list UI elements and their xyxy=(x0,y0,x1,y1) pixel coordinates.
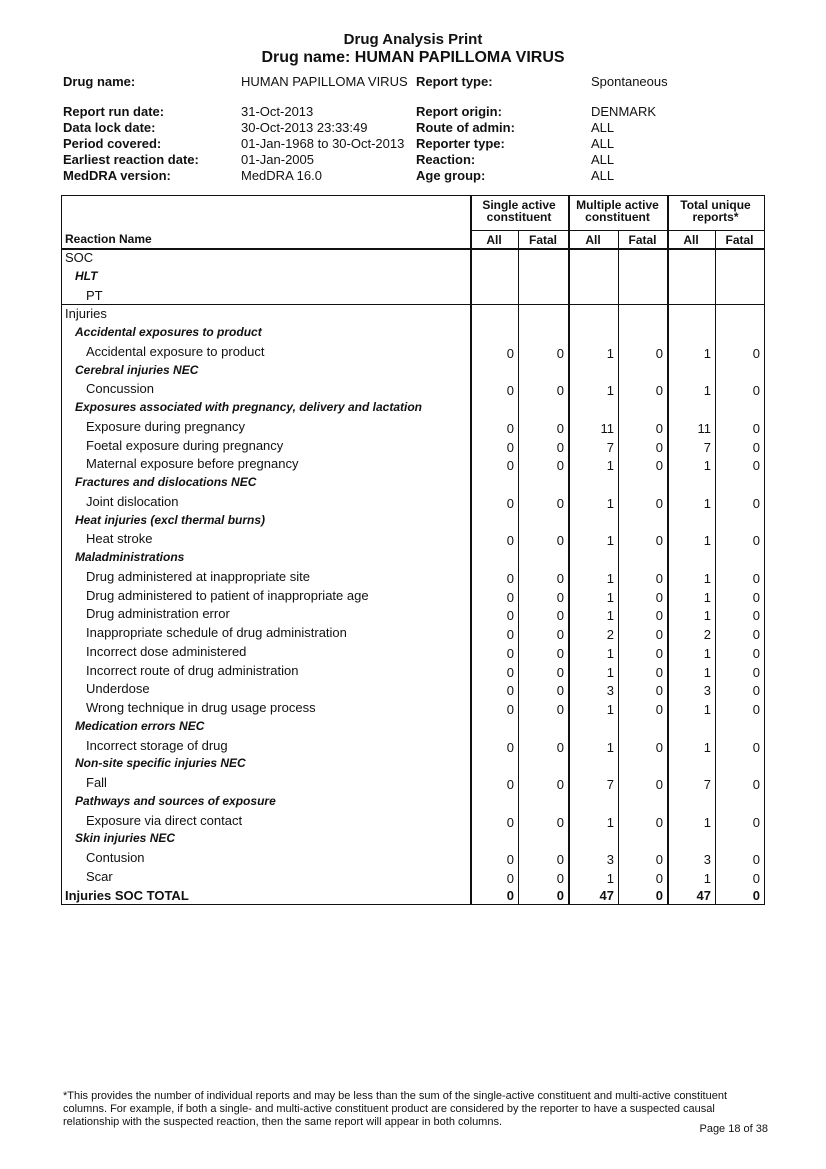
count-cell: 0 xyxy=(506,852,514,867)
reaction-label: Scar xyxy=(86,868,113,884)
report-title: Drug Analysis Print xyxy=(343,31,483,48)
table-row xyxy=(62,286,764,305)
reaction-label: Fall xyxy=(86,775,107,790)
count-cell: 0 xyxy=(752,439,760,455)
count-cell: 0 xyxy=(752,852,760,867)
reaction-label: Drug administered to patient of inappropriate age xyxy=(86,587,369,603)
reaction-label: HLT xyxy=(75,268,98,283)
count-cell: 1 xyxy=(606,702,614,717)
count-cell: 0 xyxy=(752,664,760,680)
count-cell: 0 xyxy=(506,702,514,717)
column-subheader: All xyxy=(486,233,502,247)
count-cell: 0 xyxy=(752,495,760,511)
count-cell: 0 xyxy=(655,495,663,511)
count-cell: 0 xyxy=(556,439,564,455)
reaction-label: Foetal exposure during pregnancy xyxy=(86,437,284,453)
count-cell: 0 xyxy=(655,664,663,680)
count-cell: 0 xyxy=(655,383,663,399)
count-cell: 2 xyxy=(606,627,614,642)
count-cell: 0 xyxy=(506,608,514,624)
reaction-label: Incorrect storage of drug xyxy=(86,737,228,753)
count-cell: 0 xyxy=(506,627,514,642)
count-cell: 0 xyxy=(556,702,564,717)
column-subheader: Fatal xyxy=(628,233,657,247)
count-cell: 0 xyxy=(556,570,564,586)
column-group-header: Total unique reports* xyxy=(680,198,751,224)
table-row xyxy=(62,323,764,342)
table-row xyxy=(62,342,764,361)
count-cell: 0 xyxy=(655,777,663,792)
meta-label: Report type: xyxy=(416,74,493,89)
count-cell: 1 xyxy=(703,870,711,886)
count-cell: 0 xyxy=(556,495,564,511)
count-cell: 47 xyxy=(599,887,614,903)
count-cell: 0 xyxy=(556,458,564,474)
table-row xyxy=(62,811,764,830)
count-cell: 1 xyxy=(606,570,614,586)
table-row xyxy=(62,454,764,473)
table-row xyxy=(62,361,764,380)
count-cell: 0 xyxy=(752,627,760,642)
reaction-label: Injuries SOC TOTAL xyxy=(65,887,189,903)
meta-label: Period covered: xyxy=(63,136,162,151)
count-cell: 1 xyxy=(703,570,711,586)
table-row xyxy=(62,436,764,455)
count-cell: 1 xyxy=(703,702,711,717)
count-cell: 47 xyxy=(696,887,711,903)
count-cell: 1 xyxy=(606,870,614,886)
count-cell: 0 xyxy=(655,458,663,474)
reaction-label: Heat stroke xyxy=(86,531,153,547)
count-cell: 0 xyxy=(655,683,663,699)
meta-value: ALL xyxy=(591,120,615,135)
table-row xyxy=(62,736,764,755)
count-cell: 0 xyxy=(655,589,663,605)
meta-row xyxy=(63,120,763,136)
meta-label: Drug name: xyxy=(63,74,136,89)
count-cell: 0 xyxy=(556,627,564,642)
footnote: *This provides the number of individual reports and may be less than the sum of the single-active constituent and multi-active constituent columns. For example, if both a single- and multi-active constituent product are considered by the reporter to have a suspected causal relationship with the suspected reaction, then the same report will appear in both columns. xyxy=(63,1090,728,1128)
count-cell: 7 xyxy=(703,439,711,455)
reaction-label: Accidental exposures to product xyxy=(75,325,262,339)
reaction-label: Heat injuries (excl thermal burns) xyxy=(75,512,266,527)
reaction-label: Accidental exposure to product xyxy=(86,343,265,359)
count-cell: 1 xyxy=(606,458,614,474)
reaction-label: Drug administered at inappropriate site xyxy=(86,568,311,584)
table-row xyxy=(62,492,764,511)
count-cell: 0 xyxy=(655,702,663,717)
count-cell: 7 xyxy=(606,439,614,455)
count-cell: 7 xyxy=(703,777,711,792)
count-cell: 1 xyxy=(606,533,614,549)
count-cell: 0 xyxy=(752,645,760,661)
reaction-label: Skin injuries NEC xyxy=(75,831,176,846)
count-cell: 0 xyxy=(506,383,514,399)
count-cell: 3 xyxy=(606,683,614,699)
count-cell: 0 xyxy=(655,420,663,436)
meta-value: MedDRA 16.0 xyxy=(241,168,322,183)
reaction-label: Incorrect route of drug administration xyxy=(86,662,299,678)
meta-label: Report origin: xyxy=(416,104,502,119)
column-subheader: All xyxy=(683,233,699,247)
count-cell: 0 xyxy=(506,570,514,586)
table-row xyxy=(62,304,764,323)
count-cell: 2 xyxy=(703,627,711,642)
count-cell: 0 xyxy=(556,870,564,886)
count-cell: 11 xyxy=(697,420,711,436)
column-subheader: Fatal xyxy=(725,233,754,247)
count-cell: 7 xyxy=(606,777,614,792)
table-row xyxy=(62,267,764,286)
table-row xyxy=(62,398,764,417)
meta-value: 30-Oct-2013 23:33:49 xyxy=(241,120,368,135)
meta-value: DENMARK xyxy=(591,104,657,119)
count-cell: 1 xyxy=(703,608,711,624)
group-header-rule xyxy=(470,230,764,231)
count-cell: 0 xyxy=(752,608,760,624)
table-row xyxy=(62,511,764,530)
meta-label: Reporter type: xyxy=(416,136,505,151)
count-cell: 0 xyxy=(752,420,760,436)
meta-value: ALL xyxy=(591,168,615,183)
count-cell: 1 xyxy=(703,458,711,474)
count-cell: 0 xyxy=(506,664,514,680)
count-cell: 0 xyxy=(752,458,760,474)
table-row xyxy=(62,529,764,548)
meta-label: MedDRA version: xyxy=(63,168,171,183)
table-row xyxy=(62,548,764,567)
meta-label: Earliest reaction date: xyxy=(63,152,199,167)
table-row xyxy=(62,623,764,642)
table-row xyxy=(62,642,764,661)
meta-value: Spontaneous xyxy=(591,74,668,89)
reaction-label: Injuries xyxy=(65,306,107,322)
count-cell: 3 xyxy=(703,683,711,699)
count-cell: 0 xyxy=(556,420,564,436)
table-row xyxy=(62,773,764,792)
count-cell: 0 xyxy=(655,645,663,661)
table-row xyxy=(62,717,764,736)
count-cell: 0 xyxy=(506,533,514,549)
reaction-label: Exposure during pregnancy xyxy=(86,418,245,434)
table-row xyxy=(62,473,764,492)
column-group-header: Multiple active constituent xyxy=(576,198,659,224)
count-cell: 1 xyxy=(606,664,614,680)
table-row xyxy=(62,417,764,436)
count-cell: 0 xyxy=(506,345,514,361)
table-row xyxy=(62,379,764,398)
count-cell: 0 xyxy=(655,627,663,642)
count-cell: 0 xyxy=(506,870,514,886)
count-cell: 0 xyxy=(506,439,514,455)
meta-value: 31-Oct-2013 xyxy=(241,104,314,119)
reaction-label: Underdose xyxy=(86,681,150,697)
count-cell: 0 xyxy=(655,439,663,455)
meta-row xyxy=(63,168,763,184)
count-cell: 0 xyxy=(506,777,514,792)
count-cell: 1 xyxy=(703,589,711,605)
reaction-label: PT xyxy=(86,287,103,303)
reaction-label: Concussion xyxy=(86,381,154,397)
count-cell: 0 xyxy=(556,383,564,399)
count-cell: 0 xyxy=(506,887,514,903)
count-cell: 0 xyxy=(752,383,760,399)
meta-row xyxy=(63,104,763,120)
count-cell: 0 xyxy=(752,345,760,361)
count-cell: 0 xyxy=(752,702,760,717)
meta-label: Report run date: xyxy=(63,104,165,119)
reaction-label: Drug administration error xyxy=(86,606,230,622)
count-cell: 1 xyxy=(606,589,614,605)
count-cell: 0 xyxy=(752,739,760,755)
count-cell: 0 xyxy=(506,814,514,830)
count-cell: 1 xyxy=(606,383,614,399)
table-row xyxy=(62,661,764,680)
count-cell: 1 xyxy=(703,383,711,399)
meta-label: Route of admin: xyxy=(416,120,515,135)
reaction-table xyxy=(61,195,765,905)
count-cell: 0 xyxy=(506,683,514,699)
meta-label: Age group: xyxy=(416,168,486,183)
count-cell: 1 xyxy=(606,645,614,661)
count-cell: 0 xyxy=(506,589,514,605)
reaction-label: Non-site specific injuries NEC xyxy=(75,756,246,771)
table-row xyxy=(62,792,764,811)
count-cell: 0 xyxy=(556,345,564,361)
reaction-label: Exposure via direct contact xyxy=(86,812,243,828)
reaction-label: Incorrect dose administered xyxy=(86,643,247,659)
count-cell: 0 xyxy=(506,645,514,661)
reaction-label: Contusion xyxy=(86,850,145,865)
count-cell: 0 xyxy=(655,739,663,755)
count-cell: 0 xyxy=(752,570,760,586)
reaction-label: Maladministrations xyxy=(75,550,185,564)
count-cell: 1 xyxy=(703,664,711,680)
count-cell: 1 xyxy=(606,739,614,755)
count-cell: 1 xyxy=(703,739,711,755)
table-row xyxy=(62,867,764,886)
count-cell: 3 xyxy=(703,852,711,867)
count-cell: 0 xyxy=(655,570,663,586)
table-row xyxy=(62,604,764,623)
meta-value: ALL xyxy=(591,152,615,167)
count-cell: 0 xyxy=(556,664,564,680)
count-cell: 0 xyxy=(655,852,663,867)
count-cell: 0 xyxy=(506,739,514,755)
table-row xyxy=(62,698,764,717)
table-row xyxy=(62,586,764,605)
count-cell: 0 xyxy=(752,870,760,886)
reaction-label: Pathways and sources of exposure xyxy=(75,793,276,808)
count-cell: 0 xyxy=(655,814,663,830)
count-cell: 0 xyxy=(556,589,564,605)
count-cell: 0 xyxy=(556,852,564,867)
reaction-label: Medication errors NEC xyxy=(75,718,205,733)
count-cell: 3 xyxy=(606,852,614,867)
count-cell: 0 xyxy=(556,683,564,699)
reaction-label: Fractures and dislocations NEC xyxy=(75,475,257,489)
count-cell: 0 xyxy=(655,870,663,886)
count-cell: 0 xyxy=(752,814,760,830)
count-cell: 0 xyxy=(655,533,663,549)
page-number: Page 18 of 38 xyxy=(699,1123,768,1135)
meta-row xyxy=(63,74,763,90)
count-cell: 1 xyxy=(606,814,614,830)
count-cell: 0 xyxy=(752,683,760,699)
count-cell: 0 xyxy=(556,533,564,549)
meta-row xyxy=(63,152,763,168)
count-cell: 11 xyxy=(600,420,614,436)
meta-value: 01-Jan-2005 xyxy=(241,152,314,167)
count-cell: 0 xyxy=(655,608,663,624)
count-cell: 1 xyxy=(703,345,711,361)
table-row xyxy=(62,567,764,586)
count-cell: 1 xyxy=(703,814,711,830)
count-cell: 1 xyxy=(606,608,614,624)
count-cell: 0 xyxy=(556,739,564,755)
reaction-label: Cerebral injuries NEC xyxy=(75,362,199,377)
column-group-header: Single active constituent xyxy=(482,198,556,224)
count-cell: 0 xyxy=(556,645,564,661)
reaction-name-header: Reaction Name xyxy=(65,232,152,246)
reaction-label: SOC xyxy=(65,250,94,265)
count-cell: 0 xyxy=(556,777,564,792)
reaction-label: Inappropriate schedule of drug administration xyxy=(86,625,347,640)
meta-value: 01-Jan-1968 to 30-Oct-2013 xyxy=(241,136,405,151)
count-cell: 0 xyxy=(655,345,663,361)
column-subheader: All xyxy=(585,233,601,247)
reaction-label: Maternal exposure before pregnancy xyxy=(86,456,299,472)
count-cell: 0 xyxy=(752,589,760,605)
reaction-label: Joint dislocation xyxy=(86,493,179,509)
count-cell: 1 xyxy=(703,645,711,661)
table-row xyxy=(62,829,764,848)
table-row xyxy=(62,754,764,773)
reaction-label: Wrong technique in drug usage process xyxy=(86,700,316,715)
table-row xyxy=(62,679,764,698)
meta-label: Data lock date: xyxy=(63,120,156,135)
count-cell: 0 xyxy=(556,887,564,903)
count-cell: 0 xyxy=(506,458,514,474)
drug-name-title: Drug name: HUMAN PAPILLOMA VIRUS xyxy=(261,49,565,66)
total-row xyxy=(62,886,764,905)
table-row xyxy=(62,248,764,267)
meta-value: ALL xyxy=(591,136,615,151)
count-cell: 0 xyxy=(752,887,760,903)
count-cell: 0 xyxy=(506,420,514,436)
meta-row xyxy=(63,136,763,152)
count-cell: 1 xyxy=(703,495,711,511)
count-cell: 0 xyxy=(506,495,514,511)
count-cell: 0 xyxy=(752,777,760,792)
reaction-label: Exposures associated with pregnancy, delivery and lactation xyxy=(75,400,423,414)
column-subheader: Fatal xyxy=(528,233,557,247)
count-cell: 1 xyxy=(606,345,614,361)
count-cell: 0 xyxy=(655,887,663,903)
count-cell: 1 xyxy=(606,495,614,511)
count-cell: 1 xyxy=(703,533,711,549)
table-row xyxy=(62,848,764,867)
count-cell: 0 xyxy=(556,814,564,830)
count-cell: 0 xyxy=(556,608,564,624)
meta-value: HUMAN PAPILLOMA VIRUS xyxy=(241,74,408,89)
count-cell: 0 xyxy=(752,533,760,549)
meta-label: Reaction: xyxy=(416,152,476,167)
